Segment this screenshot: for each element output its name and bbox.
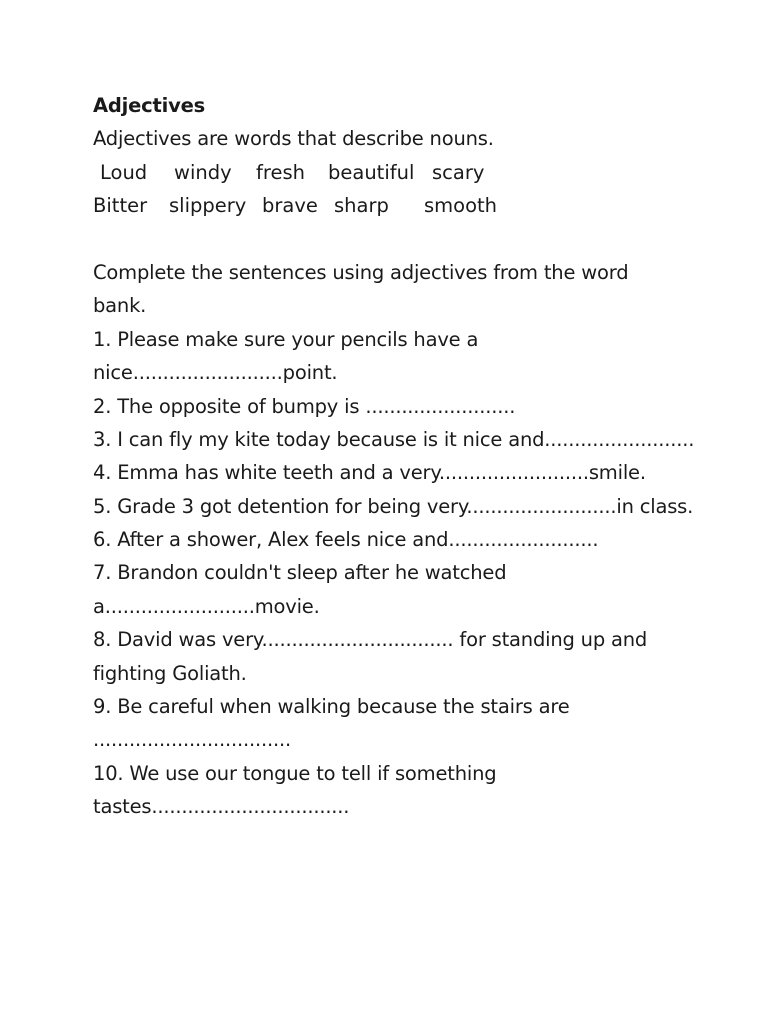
- sentence-line: .................................: [93, 728, 291, 752]
- definition-text: Adjectives are words that describe nouns.: [93, 127, 494, 151]
- word-bank-row-1: [93, 156, 733, 189]
- word-bank-word: sharp: [334, 194, 389, 218]
- worksheet-title: Adjectives: [93, 94, 206, 117]
- sentence-line: 9. Be careful when walking because the stairs are: [93, 695, 570, 719]
- spacer: [93, 223, 733, 256]
- sentence-line: 10. We use our tongue to tell if something: [93, 761, 497, 785]
- sentence-item: [93, 757, 733, 824]
- sentence-item: [93, 390, 733, 423]
- word-bank-word: scary: [432, 160, 485, 184]
- sentence-item: [93, 323, 733, 390]
- sentence-line: tastes.................................: [93, 795, 350, 819]
- sentence-item: [93, 456, 733, 489]
- sentence-line: 6. After a shower, Alex feels nice and.........................: [93, 528, 599, 552]
- word-bank-word: fresh: [256, 160, 305, 184]
- instructions-line: bank.: [93, 294, 147, 318]
- sentence-item: [93, 690, 733, 757]
- sentence-line: 4. Emma has white teeth and a very.........................smile.: [93, 461, 646, 485]
- word-bank-word: Bitter: [93, 194, 148, 218]
- sentence-line: 5. Grade 3 got detention for being very.........................in class.: [93, 494, 694, 518]
- sentence-item: [93, 556, 733, 623]
- sentence-line: 2. The opposite of bumpy is .........................: [93, 394, 516, 418]
- word-bank-word: beautiful: [328, 160, 415, 184]
- sentence-line: 3. I can fly my kite today because is it nice and.........................: [93, 427, 695, 451]
- word-bank-word: smooth: [424, 194, 498, 218]
- word-bank-word: Loud: [100, 160, 148, 184]
- sentence-item: [93, 523, 733, 556]
- sentence-line: fighting Goliath.: [93, 661, 247, 685]
- sentence-line: 1. Please make sure your pencils have a: [93, 327, 479, 351]
- worksheet: [93, 89, 733, 824]
- word-bank-word: windy: [174, 160, 232, 184]
- word-bank-word: brave: [262, 194, 318, 218]
- sentence-item: [93, 423, 733, 456]
- sentence-line: a.........................movie.: [93, 594, 320, 618]
- instructions-line: Complete the sentences using adjectives from the word: [93, 260, 629, 284]
- sentence-list: [93, 323, 733, 824]
- sentence-item: [93, 490, 733, 523]
- sentence-line: 8. David was very................................ for standing up and: [93, 628, 648, 652]
- sentence-line: nice.........................point.: [93, 361, 338, 385]
- word-bank-word: slippery: [169, 194, 247, 218]
- sentence-item: [93, 623, 733, 690]
- word-bank-row-2: [93, 189, 733, 222]
- sentence-line: 7. Brandon couldn't sleep after he watched: [93, 561, 507, 585]
